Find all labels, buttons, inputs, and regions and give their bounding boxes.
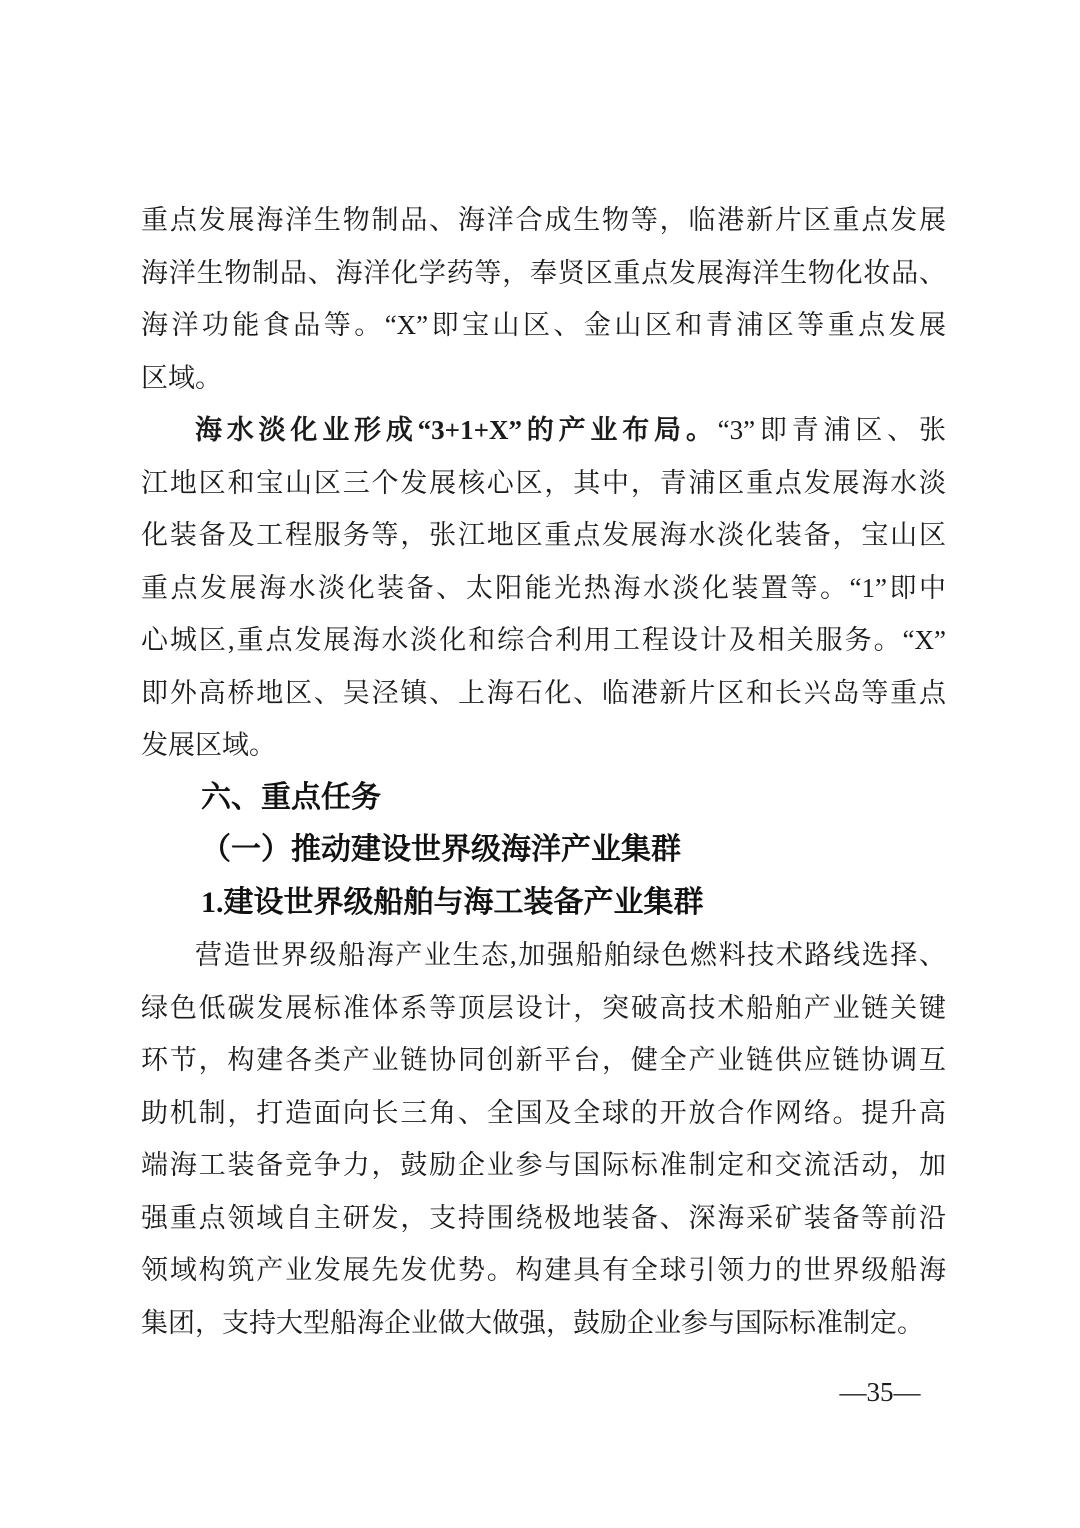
body-text-line: 即外高桥地区、吴泾镇、上海石化、临港新片区和长兴岛等重点 — [141, 677, 946, 708]
section-heading: 六、重点任务 — [201, 780, 381, 814]
body-text-line: 绿色低碳发展标准体系等顶层设计，突破高技术船舶产业链关键 — [141, 992, 946, 1023]
document-page — [141, 194, 946, 1349]
body-text-line: 重点发展海水淡化装备、太阳能光热海水淡化装置等。“1”即中 — [141, 572, 946, 603]
body-text-line: 助机制，打造面向长三角、全国及全球的开放合作网络。提升高 — [141, 1097, 946, 1128]
body-text-line: 江地区和宝山区三个发展核心区，其中，青浦区重点发展海水淡 — [141, 467, 946, 498]
body-text: “3”即青浦区、张 — [717, 415, 946, 445]
body-text-line: 环节，构建各类产业链协同创新平台，健全产业链供应链协调互 — [141, 1045, 946, 1075]
item-heading: 1.建设世界级船舶与海工装备产业集群 — [201, 885, 704, 919]
body-text-line: 领域构筑产业发展先发优势。构建具有全球引领力的世界级船海 — [141, 1255, 946, 1285]
body-text-line: 海洋功能食品等。“X”即宝山区、金山区和青浦区等重点发展 — [141, 310, 946, 340]
body-text-line: 区域。 — [141, 362, 222, 393]
body-text-line: 集团，支持大型船海企业做大做强，鼓励企业参与国际标准制定。 — [141, 1307, 924, 1338]
body-text-line — [141, 404, 946, 457]
body-text-line: 发展区域。 — [141, 730, 276, 760]
body-text-line: 重点发展海洋生物制品、海洋合成生物等，临港新片区重点发展 — [141, 205, 946, 235]
subsection-heading: （一）推动建设世界级海洋产业集群 — [201, 833, 681, 866]
body-text-line: 端海工装备竞争力，鼓励企业参与国际标准制定和交流活动，加 — [141, 1150, 946, 1180]
body-text-line: 海洋生物制品、海洋化学药等，奉贤区重点发展海洋生物化妆品、 — [141, 257, 946, 288]
body-text-line: 营造世界级船海产业生态,加强船舶绿色燃料技术路线选择、 — [195, 940, 946, 970]
bold-lead-text: 海水淡化业形成“3+1+X”的产业布局。 — [195, 415, 718, 445]
body-text-line: 心城区,重点发展海水淡化和综合利用工程设计及相关服务。“X” — [141, 625, 946, 655]
page-number: —35— — [839, 1377, 921, 1407]
body-text-line: 强重点领域自主研发，支持围绕极地装备、深海采矿装备等前沿 — [141, 1202, 946, 1233]
body-text-line: 化装备及工程服务等，张江地区重点发展海水淡化装备，宝山区 — [141, 520, 946, 550]
